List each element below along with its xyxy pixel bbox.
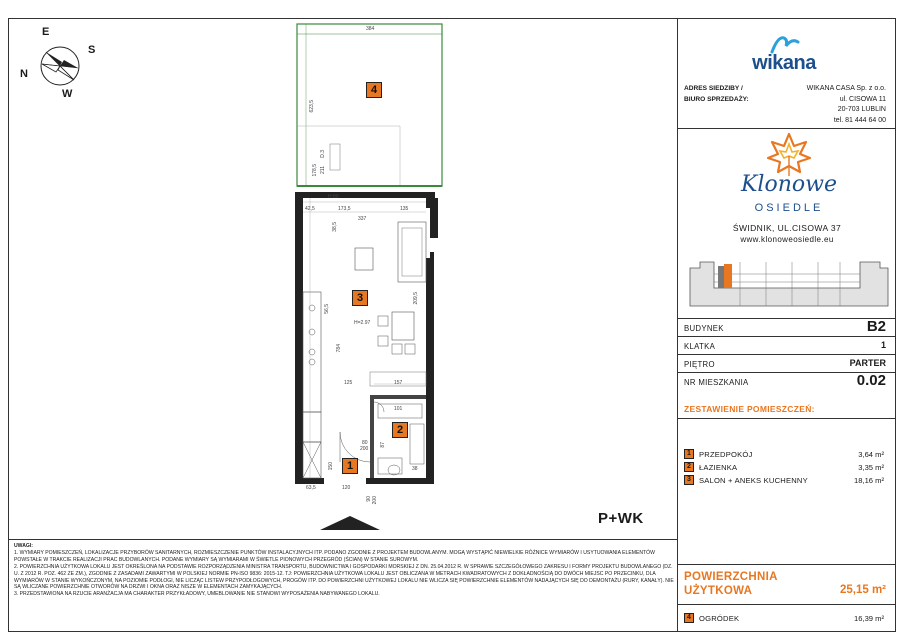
dim-terrace2: 211: [320, 166, 326, 174]
info-value: 0.02: [856, 372, 886, 389]
rooms-title: ZESTAWIENIE POMIESZCZEŃ:: [684, 404, 815, 414]
floor-plan-drawing: [270, 22, 470, 540]
room-number: 2: [684, 462, 694, 472]
room-row: [684, 449, 884, 461]
info-key: NR MIESZKANIA: [684, 378, 749, 387]
brand-sub: OSIEDLE: [754, 202, 824, 214]
garden-name: OGRÓDEK: [699, 614, 740, 623]
plan-type-label: P+WK: [598, 510, 644, 527]
room-area: 3,35 m²: [858, 463, 884, 472]
info-row-floor: [678, 354, 896, 372]
usable-area-label-line: UŻYTKOWA: [684, 585, 753, 597]
note-item: 3. PRZEDSTAWIONA NA RZUCIE ARANŻACJA MA CHARAKTER PRZYKŁADOWY, UMEBLOWANIE NIE STANOWI WYPOSAŻENIA NABYWANEGO LOKALU.: [14, 591, 380, 598]
rooms-list: [678, 418, 896, 576]
klonowe-logo: [714, 132, 864, 224]
wikana-logo: [742, 34, 826, 76]
info-key: PIĘTRO: [684, 360, 715, 369]
dim-d17: 38: [412, 466, 418, 472]
address-label-line: BIURO SPRZEDAŻY:: [684, 95, 749, 103]
address-line: 20-703 LUBLIN: [837, 106, 886, 113]
address-separator: [678, 128, 896, 129]
dim-garden-width: 384: [366, 26, 375, 32]
brand-name: Klonowe: [741, 172, 837, 197]
info-value: 1: [880, 340, 886, 350]
dim-d15: 150: [328, 462, 334, 471]
room-row: [684, 475, 884, 487]
dim-door1: 80: [362, 440, 368, 446]
dim-d7: 784: [336, 344, 342, 353]
usable-area-label: [684, 570, 778, 598]
dim-d4: 135: [400, 206, 409, 212]
dim-d18: 87: [380, 442, 386, 448]
dim-d1: 42,5: [305, 206, 315, 212]
website-link[interactable]: www.klonoweosiedle.eu: [740, 235, 834, 244]
usable-area-label-line: POWIERZCHNIA: [684, 571, 778, 583]
notes-title: UWAGI:: [14, 543, 33, 549]
compass-label-n: N: [20, 68, 28, 80]
dim-d2: 173,5: [338, 206, 351, 212]
garden-box: [678, 604, 896, 632]
room-number: 1: [684, 449, 694, 459]
dim-door1b: 200: [360, 446, 369, 452]
dim-d16: 209,5: [413, 292, 419, 305]
dim-terrace: D.3: [320, 150, 326, 158]
room-badge-4: 4: [366, 82, 382, 98]
garden-area: 16,39 m²: [854, 614, 884, 623]
compass-label-w: W: [62, 88, 73, 100]
address-label-line: ADRES SIEDZIBY /: [684, 85, 743, 92]
room-badge-3: 3: [352, 290, 368, 306]
address-label: [684, 84, 749, 105]
garden-row: [684, 613, 884, 625]
dim-d9: 157: [394, 380, 403, 386]
address-line: WIKANA CASA Sp. z o.o.: [806, 85, 886, 92]
address-phone: tel. 81 444 64 00: [833, 116, 886, 124]
dim-d13: 90: [366, 496, 372, 502]
dim-d12: 63,5: [306, 485, 316, 491]
dim-d3: 337: [358, 216, 367, 222]
wikana-wordmark: wikana: [752, 52, 816, 74]
info-panel: [678, 18, 896, 632]
room-area: 3,64 m²: [858, 450, 884, 459]
room-badge-2: 2: [392, 422, 408, 438]
note-item: 2. POWIERZCHNIA UŻYTKOWA LOKALU JEST OKREŚLONA NA PODSTAWIE ROZPORZĄDZENIA MINISTRA TRANSPORTU, BUDOWNICTWA I GOSPODARKI MORSKIEJ Z DN. 25.04.2012 R. W SPRAWIE SZCZEGÓŁOWEGO ZAKRESU I FORMY PROJEKTU BUDOWLANEGO (DZ. U. Z 2012 R. POZ. 462 ZE ZM.), ZGODNIE Z ZASADAMI ZAWARTYMI W POLSKIEJ NORMIE PN-ISO 9836: 2015-12. TJ: POWIERZCHNIA UŻYTKOWA LOKALU JEST OBLICZANA W METRACH KWADRATOWYCH Z DOKŁADNOŚCIĄ DO DWÓCH MIEJSC PO PRZECINKU, DLA WYMIARÓW W STANIE WYKOŃCZONYM, NA POZIOMIE PODŁOGI, NIE LICZĄC LISTEW PRZYPODŁOGOWYCH, PROGÓW ITP. DO POWIERZCHNI UŻYTKOWEJ LOKALU NIE WLICZA SIĘ POWIERZCHNIE ELEMENTÓW NADAJĄCYCH SIĘ DO DEMONTAŻU (RURY, KANAŁY). NIE SĄ WLICZANE POWIERZCHNIE OTWORÓW NA DRZWI I OKNA ORAZ NISZE W ELEMENTACH ZAMYKAJĄCYCH.: [14, 563, 674, 591]
building-keyplan-drawing: [684, 248, 890, 318]
address-value: [807, 84, 886, 126]
floor-plan: [270, 22, 470, 540]
compass-rose-icon: [18, 24, 102, 108]
dim-d10: 101: [394, 406, 403, 412]
info-row-apartment: [678, 372, 896, 390]
note-item: 1. WYMIARY POMIESZCZEŃ, LOKALIZACJE PRZYBORÓW SANITARNYCH, ROZMIESZCZENIE PUNKTÓW INSTALACYJNYCH ITP. PODANO ZGODNIE Z PROJEKTEM BUDOWLANYM. MOGĄ WYSTĄPIĆ NIEWIELKIE RÓŻNICE WYMIARÓW I USYTUOWANIA ELEMENTÓW POWSTAŁE W TRAKCIE REALIZACJI PRAC BUDOWLANYCH. PODANE WYMIARY SĄ WYMIARAMI W ŚWIETLE PIONOWYCH PRZEGRÓD (ŚCIAN) W STANIE SUROWYM.: [14, 549, 655, 563]
info-row-building: [678, 318, 896, 336]
key-plan: [684, 248, 890, 318]
dim-d6: 56,5: [324, 304, 330, 314]
compass: [18, 24, 102, 108]
usable-area-box: [678, 564, 896, 604]
compass-label-e: E: [42, 26, 50, 38]
dim-d14: 200: [372, 496, 378, 505]
dim-garden-depth: 623,5: [309, 100, 315, 113]
info-key: KLATKA: [684, 342, 716, 351]
compass-label-s: S: [88, 44, 96, 56]
dim-d5: 38,5: [332, 222, 338, 232]
room-name: PRZEDPOKÓJ: [699, 450, 753, 459]
maple-leaf-icon: [714, 132, 864, 176]
notes: [14, 543, 674, 598]
usable-area-value: 25,15 m²: [839, 584, 886, 596]
room-name: ŁAZIENKA: [699, 463, 738, 472]
room-name: SALON + ANEKS KUCHENNY: [699, 476, 808, 485]
room-badge-1: 1: [342, 458, 358, 474]
info-row-staircase: [678, 336, 896, 354]
garden-number: 4: [684, 613, 694, 623]
location: ŚWIDNIK, UL.CISOWA 37: [732, 223, 842, 233]
info-value: PARTER: [849, 358, 886, 368]
wikana-wave-icon: [742, 34, 826, 54]
dim-d8: 125: [344, 380, 353, 386]
info-value: B2: [866, 318, 886, 335]
dim-hw: H:80: [328, 194, 339, 200]
room-area: 18,16 m²: [854, 476, 884, 485]
info-key: BUDYNEK: [684, 324, 724, 333]
room-number: 3: [684, 475, 694, 485]
dim-d11: 120: [342, 485, 351, 491]
room-row: [684, 462, 884, 474]
dim-garden-side: 178,5: [312, 164, 318, 177]
dim-h-room: H=2.97: [354, 320, 371, 326]
address-line: ul. CISOWA 11: [839, 95, 886, 103]
